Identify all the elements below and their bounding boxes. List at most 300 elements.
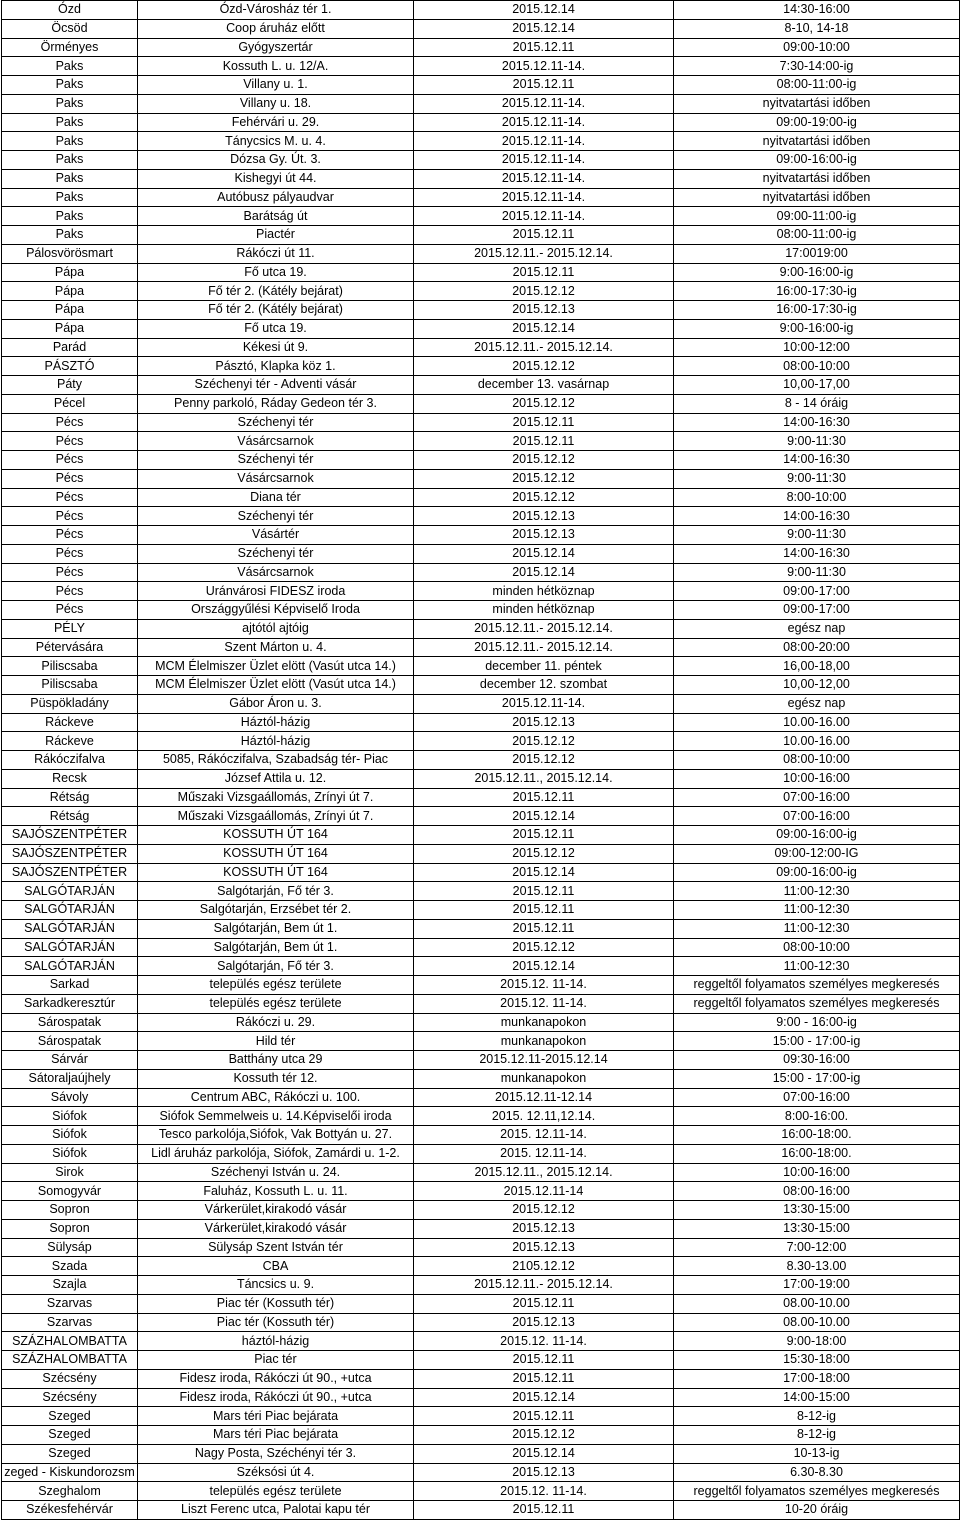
town-cell: zeged - Kiskundorozsm <box>2 1463 138 1482</box>
date-cell: december 13. vasárnap <box>414 376 674 395</box>
time-cell: 15:00 - 17:00-ig <box>674 1069 960 1088</box>
table-row <box>2 1182 960 1201</box>
location-cell: Gábor Áron u. 3. <box>138 694 414 713</box>
table-row <box>2 1482 960 1501</box>
location-cell: Fő utca 19. <box>138 263 414 282</box>
table-row <box>2 882 960 901</box>
table-row <box>2 1163 960 1182</box>
date-cell: munkanapokon <box>414 1013 674 1032</box>
location-cell: Vásárcsarnok <box>138 563 414 582</box>
town-cell: Rétság <box>2 788 138 807</box>
schedule-table <box>1 0 960 1520</box>
date-cell: 2015.12.11.- 2015.12.14. <box>414 1276 674 1295</box>
town-cell: Piliscsaba <box>2 657 138 676</box>
time-cell: 07:00-16:00 <box>674 807 960 826</box>
town-cell: SALGÓTARJÁN <box>2 919 138 938</box>
location-cell: Salgótarján, Bem út 1. <box>138 919 414 938</box>
town-cell: Siófok <box>2 1144 138 1163</box>
town-cell: Szeged <box>2 1444 138 1463</box>
table-row <box>2 976 960 995</box>
town-cell: Paks <box>2 94 138 113</box>
time-cell: 09:00-16:00-ig <box>674 151 960 170</box>
date-cell: 2015.12.14 <box>414 863 674 882</box>
location-cell: Széksósi út 4. <box>138 1463 414 1482</box>
table-row <box>2 638 960 657</box>
date-cell: 2015.12.12 <box>414 938 674 957</box>
time-cell: 10.00-16.00 <box>674 713 960 732</box>
time-cell: 13:30-15:00 <box>674 1219 960 1238</box>
date-cell: 2015.12.11-14. <box>414 188 674 207</box>
table-row <box>2 1276 960 1295</box>
time-cell: 09:00-16:00-ig <box>674 826 960 845</box>
location-cell: település egész területe <box>138 994 414 1013</box>
town-cell: Pápa <box>2 263 138 282</box>
table-row <box>2 319 960 338</box>
table-row <box>2 1388 960 1407</box>
time-cell: 8:00-16:00. <box>674 1107 960 1126</box>
time-cell: 6.30-8.30 <box>674 1463 960 1482</box>
date-cell: 2015.12.11 <box>414 901 674 920</box>
table-row <box>2 1257 960 1276</box>
location-cell: KOSSUTH ÚT 164 <box>138 844 414 863</box>
time-cell: 09:00-10:00 <box>674 38 960 57</box>
date-cell: 2015.12. 11-14. <box>414 976 674 995</box>
date-cell: 2015.12.14 <box>414 1 674 20</box>
town-cell: Sárospatak <box>2 1032 138 1051</box>
time-cell: reggeltől folyamatos személyes megkeresés <box>674 994 960 1013</box>
table-row <box>2 788 960 807</box>
table-row <box>2 132 960 151</box>
table-row <box>2 207 960 226</box>
time-cell: 10:00-16:00 <box>674 1163 960 1182</box>
date-cell: 2015.12.12 <box>414 394 674 413</box>
time-cell: nyitvatartási időben <box>674 132 960 151</box>
town-cell: PÉLY <box>2 619 138 638</box>
location-cell: Gyógyszertár <box>138 38 414 57</box>
date-cell: december 12. szombat <box>414 676 674 695</box>
town-cell: SALGÓTARJÁN <box>2 957 138 976</box>
time-cell: 14:00-16:30 <box>674 507 960 526</box>
time-cell: 16:00-17:30-ig <box>674 282 960 301</box>
time-cell: nyitvatartási időben <box>674 169 960 188</box>
location-cell: Mars téri Piac bejárata <box>138 1426 414 1445</box>
location-cell: Szent Márton u. 4. <box>138 638 414 657</box>
location-cell: Liszt Ferenc utca, Palotai kapu tér <box>138 1501 414 1520</box>
table-row <box>2 732 960 751</box>
location-cell: Nagy Posta, Széchényi tér 3. <box>138 1444 414 1463</box>
time-cell: 11:00-12:30 <box>674 957 960 976</box>
table-row <box>2 1069 960 1088</box>
date-cell: 2015.12.11 <box>414 413 674 432</box>
town-cell: Pécs <box>2 601 138 620</box>
table-row <box>2 751 960 770</box>
date-cell: 2015.12.11., 2015.12.14. <box>414 769 674 788</box>
location-cell: Villany u. 18. <box>138 94 414 113</box>
town-cell: Sirok <box>2 1163 138 1182</box>
table-row <box>2 432 960 451</box>
time-cell: 9:00-11:30 <box>674 469 960 488</box>
date-cell: 2015.12.12 <box>414 1426 674 1445</box>
table-row <box>2 1501 960 1520</box>
location-cell: Rákóczi u. 29. <box>138 1013 414 1032</box>
town-cell: Pápa <box>2 301 138 320</box>
table-row <box>2 694 960 713</box>
table-row <box>2 1013 960 1032</box>
town-cell: SALGÓTARJÁN <box>2 938 138 957</box>
location-cell: Várkerület,kirakodó vásár <box>138 1201 414 1220</box>
time-cell: 10-13-ig <box>674 1444 960 1463</box>
time-cell: nyitvatartási időben <box>674 94 960 113</box>
table-row <box>2 1332 960 1351</box>
location-cell: Kossuth tér 12. <box>138 1069 414 1088</box>
time-cell: 08:00-20:00 <box>674 638 960 657</box>
table-row <box>2 76 960 95</box>
time-cell: egész nap <box>674 694 960 713</box>
time-cell: 16:00-18:00. <box>674 1144 960 1163</box>
table-row <box>2 863 960 882</box>
town-cell: Pécs <box>2 563 138 582</box>
date-cell: 2015.12.12 <box>414 751 674 770</box>
location-cell: ajtótól ajtóig <box>138 619 414 638</box>
location-cell: Széchenyi tér <box>138 507 414 526</box>
date-cell: 2015.12.13 <box>414 1238 674 1257</box>
table-row <box>2 1201 960 1220</box>
table-row <box>2 1088 960 1107</box>
location-cell: Műszaki Vizsgaállomás, Zrínyi út 7. <box>138 788 414 807</box>
town-cell: SALGÓTARJÁN <box>2 882 138 901</box>
location-cell: József Attila u. 12. <box>138 769 414 788</box>
table-row <box>2 994 960 1013</box>
table-row <box>2 526 960 545</box>
town-cell: Paks <box>2 188 138 207</box>
location-cell: Piactér <box>138 226 414 245</box>
table-row <box>2 357 960 376</box>
time-cell: 09:00-19:00-ig <box>674 113 960 132</box>
location-cell: Műszaki Vizsgaállomás, Zrínyi út 7. <box>138 807 414 826</box>
table-row <box>2 169 960 188</box>
table-row <box>2 1463 960 1482</box>
time-cell: 9:00-16:00-ig <box>674 263 960 282</box>
location-cell: Széchenyi tér <box>138 544 414 563</box>
time-cell: 17:0019:00 <box>674 244 960 263</box>
date-cell: 2105.12.12 <box>414 1257 674 1276</box>
date-cell: 2015.12.12 <box>414 282 674 301</box>
location-cell: Széchenyi tér - Adventi vásár <box>138 376 414 395</box>
table-row <box>2 826 960 845</box>
date-cell: 2015.12.13 <box>414 507 674 526</box>
location-cell: KOSSUTH ÚT 164 <box>138 863 414 882</box>
date-cell: 2015.12.11-14. <box>414 169 674 188</box>
location-cell: Országgyűlési Képviselő Iroda <box>138 601 414 620</box>
town-cell: Szécsény <box>2 1369 138 1388</box>
town-cell: Szécsény <box>2 1388 138 1407</box>
location-cell: Fő tér 2. (Kátély bejárat) <box>138 301 414 320</box>
location-cell: Vásártér <box>138 526 414 545</box>
table-row <box>2 713 960 732</box>
town-cell: Szarvas <box>2 1313 138 1332</box>
town-cell: Pécs <box>2 432 138 451</box>
location-cell: Fidesz iroda, Rákóczi út 90., +utca <box>138 1369 414 1388</box>
table-row <box>2 113 960 132</box>
table-row <box>2 807 960 826</box>
table-row <box>2 469 960 488</box>
time-cell: 07:00-16:00 <box>674 1088 960 1107</box>
date-cell: 2015. 12.11-14. <box>414 1144 674 1163</box>
table-row <box>2 1294 960 1313</box>
town-cell: Paks <box>2 132 138 151</box>
location-cell: Faluház, Kossuth L. u. 11. <box>138 1182 414 1201</box>
town-cell: Pécs <box>2 582 138 601</box>
date-cell: 2015.12.11 <box>414 1369 674 1388</box>
table-row <box>2 582 960 601</box>
time-cell: 15:30-18:00 <box>674 1351 960 1370</box>
time-cell: 16:00-17:30-ig <box>674 301 960 320</box>
town-cell: Sárospatak <box>2 1013 138 1032</box>
date-cell: 2015.12. 11-14. <box>414 1482 674 1501</box>
location-cell: Dózsa Gy. Út. 3. <box>138 151 414 170</box>
time-cell: 09:30-16:00 <box>674 1051 960 1070</box>
date-cell: 2015.12.12 <box>414 732 674 751</box>
town-cell: Recsk <box>2 769 138 788</box>
town-cell: Paks <box>2 57 138 76</box>
location-cell: Fehérvári u. 29. <box>138 113 414 132</box>
table-row <box>2 282 960 301</box>
date-cell: 2015.12.11 <box>414 919 674 938</box>
date-cell: 2015.12.13 <box>414 713 674 732</box>
table-row <box>2 601 960 620</box>
town-cell: Pécel <box>2 394 138 413</box>
town-cell: Paks <box>2 226 138 245</box>
table-row <box>2 19 960 38</box>
location-cell: háztól-házig <box>138 1332 414 1351</box>
location-cell: Táncsics u. 9. <box>138 1276 414 1295</box>
time-cell: 11:00-12:30 <box>674 901 960 920</box>
location-cell: MCM Élelmiszer Üzlet elött (Vasút utca 14.) <box>138 657 414 676</box>
town-cell: Paks <box>2 151 138 170</box>
table-row <box>2 619 960 638</box>
date-cell: 2015.12.11 <box>414 1501 674 1520</box>
table-row <box>2 1313 960 1332</box>
time-cell: 8.30-13.00 <box>674 1257 960 1276</box>
table-row <box>2 151 960 170</box>
location-cell: Diana tér <box>138 488 414 507</box>
location-cell: Rákóczi út 11. <box>138 244 414 263</box>
time-cell: 8:00-10:00 <box>674 488 960 507</box>
town-cell: Rákóczifalva <box>2 751 138 770</box>
table-row <box>2 1219 960 1238</box>
table-row <box>2 413 960 432</box>
table-row <box>2 901 960 920</box>
location-cell: Háztól-házig <box>138 732 414 751</box>
table-row <box>2 676 960 695</box>
town-cell: Sarkadkeresztúr <box>2 994 138 1013</box>
location-cell: Mars téri Piac bejárata <box>138 1407 414 1426</box>
date-cell: 2015.12.11 <box>414 263 674 282</box>
date-cell: 2015.12. 11-14. <box>414 994 674 1013</box>
date-cell: 2015.12.11.- 2015.12.14. <box>414 244 674 263</box>
location-cell: Piac tér (Kossuth tér) <box>138 1294 414 1313</box>
table-row <box>2 657 960 676</box>
town-cell: Paks <box>2 169 138 188</box>
date-cell: 2015.12.11-14. <box>414 694 674 713</box>
location-cell: MCM Élelmiszer Üzlet elött (Vasút utca 14.) <box>138 676 414 695</box>
table-row <box>2 1032 960 1051</box>
time-cell: 16,00-18,00 <box>674 657 960 676</box>
date-cell: 2015.12.11-14. <box>414 57 674 76</box>
date-cell: 2015.12.11-12.14 <box>414 1088 674 1107</box>
date-cell: 2015.12.11 <box>414 1407 674 1426</box>
time-cell: 09:00-12:00-IG <box>674 844 960 863</box>
date-cell: 2015.12.12 <box>414 469 674 488</box>
time-cell: 10-20 óráig <box>674 1501 960 1520</box>
location-cell: Várkerület,kirakodó vásár <box>138 1219 414 1238</box>
date-cell: munkanapokon <box>414 1032 674 1051</box>
town-cell: SALGÓTARJÁN <box>2 901 138 920</box>
date-cell: 2015.12.11.- 2015.12.14. <box>414 638 674 657</box>
date-cell: 2015.12.13 <box>414 301 674 320</box>
town-cell: Ráckeve <box>2 713 138 732</box>
table-row <box>2 94 960 113</box>
time-cell: 9:00-18:00 <box>674 1332 960 1351</box>
time-cell: 14:00-16:30 <box>674 544 960 563</box>
location-cell: Salgótarján, Erzsébet tér 2. <box>138 901 414 920</box>
time-cell: 14:00-16:30 <box>674 451 960 470</box>
location-cell: Hild tér <box>138 1032 414 1051</box>
table-row <box>2 57 960 76</box>
date-cell: december 11. péntek <box>414 657 674 676</box>
location-cell: Vásárcsarnok <box>138 432 414 451</box>
time-cell: 08:00-10:00 <box>674 357 960 376</box>
location-cell: Pásztó, Klapka köz 1. <box>138 357 414 376</box>
time-cell: reggeltől folyamatos személyes megkeresés <box>674 1482 960 1501</box>
table-row <box>2 1369 960 1388</box>
date-cell: 2015.12.11 <box>414 788 674 807</box>
table-row <box>2 38 960 57</box>
location-cell: Fő tér 2. (Kátély bejárat) <box>138 282 414 301</box>
location-cell: Batthány utca 29 <box>138 1051 414 1070</box>
location-cell: Coop áruház előtt <box>138 19 414 38</box>
table-row <box>2 301 960 320</box>
table-row <box>2 1444 960 1463</box>
town-cell: Szeged <box>2 1407 138 1426</box>
location-cell: Kossuth L. u. 12/A. <box>138 57 414 76</box>
town-cell: SZÁZHALOMBATTA <box>2 1351 138 1370</box>
location-cell: Salgótarján, Fő tér 3. <box>138 882 414 901</box>
location-cell: KOSSUTH ÚT 164 <box>138 826 414 845</box>
time-cell: 08.00-10.00 <box>674 1313 960 1332</box>
date-cell: 2015.12.11-14. <box>414 207 674 226</box>
table-row <box>2 1351 960 1370</box>
date-cell: 2015.12.11 <box>414 826 674 845</box>
town-cell: Pécs <box>2 526 138 545</box>
town-cell: Páty <box>2 376 138 395</box>
table-row <box>2 1 960 20</box>
date-cell: 2015.12.14 <box>414 19 674 38</box>
time-cell: 07:00-16:00 <box>674 788 960 807</box>
date-cell: 2015.12.12 <box>414 488 674 507</box>
table-row <box>2 394 960 413</box>
time-cell: 8-10, 14-18 <box>674 19 960 38</box>
time-cell: reggeltől folyamatos személyes megkeresés <box>674 976 960 995</box>
town-cell: Szada <box>2 1257 138 1276</box>
time-cell: 9:00-11:30 <box>674 432 960 451</box>
town-cell: Szeged <box>2 1426 138 1445</box>
town-cell: Sopron <box>2 1201 138 1220</box>
location-cell: 5085, Rákóczifalva, Szabadság tér- Piac <box>138 751 414 770</box>
table-row <box>2 376 960 395</box>
table-row <box>2 488 960 507</box>
table-row <box>2 1126 960 1145</box>
date-cell: 2015.12.11.- 2015.12.14. <box>414 619 674 638</box>
table-row <box>2 938 960 957</box>
time-cell: nyitvatartási időben <box>674 188 960 207</box>
time-cell: 08:00-11:00-ig <box>674 226 960 245</box>
town-cell: Szeghalom <box>2 1482 138 1501</box>
time-cell: 08:00-16:00 <box>674 1182 960 1201</box>
town-cell: Pécs <box>2 413 138 432</box>
date-cell: 2015.12.14 <box>414 1444 674 1463</box>
location-cell: Kékesi út 9. <box>138 338 414 357</box>
town-cell: Pápa <box>2 282 138 301</box>
town-cell: Piliscsaba <box>2 676 138 695</box>
date-cell: 2015.12.11 <box>414 1294 674 1313</box>
time-cell: 09:00-16:00-ig <box>674 863 960 882</box>
date-cell: 2015.12.13 <box>414 1463 674 1482</box>
location-cell: Centrum ABC, Rákóczi u. 100. <box>138 1088 414 1107</box>
town-cell: SAJÓSZENTPÉTER <box>2 863 138 882</box>
town-cell: Pécs <box>2 488 138 507</box>
date-cell: 2015.12.11-14. <box>414 151 674 170</box>
town-cell: Somogyvár <box>2 1182 138 1201</box>
time-cell: 08:00-10:00 <box>674 938 960 957</box>
town-cell: SAJÓSZENTPÉTER <box>2 826 138 845</box>
location-cell: Barátság út <box>138 207 414 226</box>
time-cell: 09:00-17:00 <box>674 601 960 620</box>
time-cell: 7:30-14:00-ig <box>674 57 960 76</box>
location-cell: Kishegyi út 44. <box>138 169 414 188</box>
date-cell: 2015.12.11-2015.12.14 <box>414 1051 674 1070</box>
town-cell: Pétervására <box>2 638 138 657</box>
date-cell: 2015.12. 11-14. <box>414 1332 674 1351</box>
date-cell: 2015.12.11-14 <box>414 1182 674 1201</box>
town-cell: Örményes <box>2 38 138 57</box>
date-cell: minden hétköznap <box>414 601 674 620</box>
town-cell: PÁSZTÓ <box>2 357 138 376</box>
time-cell: 17:00-18:00 <box>674 1369 960 1388</box>
date-cell: 2015.12.11 <box>414 1351 674 1370</box>
town-cell: SZÁZHALOMBATTA <box>2 1332 138 1351</box>
location-cell: Tánycsics M. u. 4. <box>138 132 414 151</box>
time-cell: 08:00-10:00 <box>674 751 960 770</box>
time-cell: 9:00 - 16:00-ig <box>674 1013 960 1032</box>
table-row <box>2 263 960 282</box>
date-cell: 2015.12.14 <box>414 1388 674 1407</box>
time-cell: 14:30-16:00 <box>674 1 960 20</box>
time-cell: 13:30-15:00 <box>674 1201 960 1220</box>
table-row <box>2 1107 960 1126</box>
location-cell: település egész területe <box>138 976 414 995</box>
time-cell: 9:00-16:00-ig <box>674 319 960 338</box>
date-cell: 2015. 12.11-14. <box>414 1126 674 1145</box>
location-cell: Ózd-Városház tér 1. <box>138 1 414 20</box>
date-cell: 2015.12.14 <box>414 807 674 826</box>
location-cell: Fidesz iroda, Rákóczi út 90., +utca <box>138 1388 414 1407</box>
location-cell: Uránvárosi FIDESZ iroda <box>138 582 414 601</box>
time-cell: 8-12-ig <box>674 1426 960 1445</box>
table-row <box>2 226 960 245</box>
table-row <box>2 769 960 788</box>
time-cell: 16:00-18:00. <box>674 1126 960 1145</box>
